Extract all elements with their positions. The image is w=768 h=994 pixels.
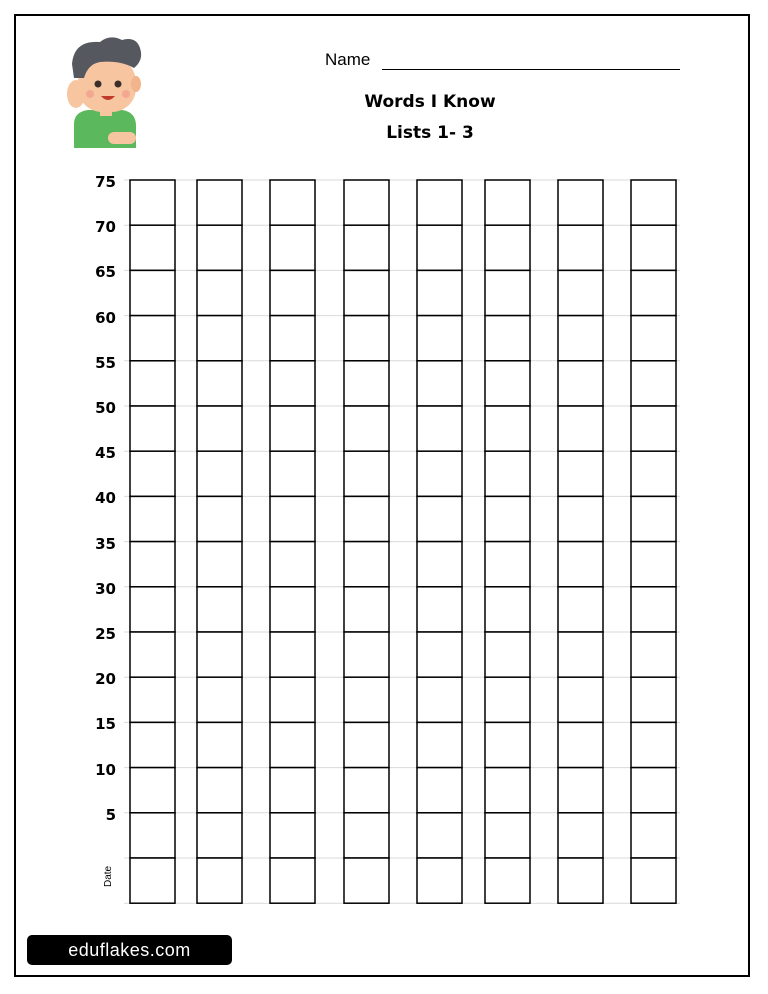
bar-cell[interactable] <box>130 406 175 451</box>
bar-column-7[interactable] <box>558 180 603 903</box>
bar-cell[interactable] <box>270 496 315 541</box>
date-cell[interactable] <box>558 858 603 903</box>
bar-cell[interactable] <box>558 632 603 677</box>
date-cell[interactable] <box>417 858 462 903</box>
bar-cell[interactable] <box>197 632 242 677</box>
bar-cell[interactable] <box>417 270 462 315</box>
bar-cell[interactable] <box>270 451 315 496</box>
bar-cell[interactable] <box>417 768 462 813</box>
bar-cell[interactable] <box>417 587 462 632</box>
bar-cell[interactable] <box>558 270 603 315</box>
bar-cell[interactable] <box>270 225 315 270</box>
bar-column-5[interactable] <box>417 180 462 903</box>
bar-cell[interactable] <box>130 632 175 677</box>
bar-cell[interactable] <box>485 542 530 587</box>
bar-cell[interactable] <box>485 632 530 677</box>
bar-cell[interactable] <box>631 406 676 451</box>
bar-cell[interactable] <box>344 496 389 541</box>
name-label: Name <box>325 50 371 69</box>
bar-cell[interactable] <box>197 451 242 496</box>
bar-cell[interactable] <box>130 361 175 406</box>
bar-cell[interactable] <box>558 361 603 406</box>
bar-cell[interactable] <box>417 632 462 677</box>
bar-cell[interactable] <box>631 496 676 541</box>
bar-cell[interactable] <box>270 180 315 225</box>
bar-cell[interactable] <box>344 587 389 632</box>
bar-cell[interactable] <box>631 722 676 767</box>
bar-cell[interactable] <box>344 406 389 451</box>
bar-cell[interactable] <box>197 406 242 451</box>
bar-cell[interactable] <box>270 768 315 813</box>
bar-cell[interactable] <box>270 587 315 632</box>
bar-cell[interactable] <box>417 225 462 270</box>
bar-cell[interactable] <box>270 316 315 361</box>
bar-cell[interactable] <box>130 587 175 632</box>
y-tick-label: 55 <box>95 353 116 372</box>
bar-cell[interactable] <box>485 180 530 225</box>
bar-cell[interactable] <box>631 632 676 677</box>
bar-cell[interactable] <box>270 677 315 722</box>
bar-cell[interactable] <box>558 722 603 767</box>
bar-cell[interactable] <box>197 813 242 858</box>
bar-cell[interactable] <box>417 451 462 496</box>
date-cell[interactable] <box>344 858 389 903</box>
date-cell[interactable] <box>197 858 242 903</box>
bar-cell[interactable] <box>485 813 530 858</box>
bar-cell[interactable] <box>344 813 389 858</box>
y-tick-label: 20 <box>95 670 116 689</box>
bar-cell[interactable] <box>197 677 242 722</box>
bar-cell[interactable] <box>417 542 462 587</box>
bar-cell[interactable] <box>270 406 315 451</box>
page-title: Words I Know <box>364 92 496 112</box>
bar-cell[interactable] <box>197 587 242 632</box>
bar-cell[interactable] <box>631 361 676 406</box>
bar-cell[interactable] <box>631 542 676 587</box>
bar-cell[interactable] <box>344 722 389 767</box>
bar-column-4[interactable] <box>344 180 389 903</box>
y-tick-label: 70 <box>95 218 116 237</box>
bar-cell[interactable] <box>631 813 676 858</box>
bar-cell[interactable] <box>485 225 530 270</box>
bar-cell[interactable] <box>558 180 603 225</box>
bar-cell[interactable] <box>485 406 530 451</box>
bar-cell[interactable] <box>270 722 315 767</box>
bar-cell[interactable] <box>197 316 242 361</box>
bar-cell[interactable] <box>344 316 389 361</box>
bar-cell[interactable] <box>344 361 389 406</box>
bar-cell[interactable] <box>197 361 242 406</box>
bar-column-1[interactable] <box>130 180 175 903</box>
bar-cell[interactable] <box>417 813 462 858</box>
bar-cell[interactable] <box>270 270 315 315</box>
bar-cell[interactable] <box>270 542 315 587</box>
bar-cell[interactable] <box>558 587 603 632</box>
bar-cell[interactable] <box>631 587 676 632</box>
bar-cell[interactable] <box>417 361 462 406</box>
bar-cell[interactable] <box>344 270 389 315</box>
bar-cell[interactable] <box>417 677 462 722</box>
bar-cell[interactable] <box>558 225 603 270</box>
bar-cell[interactable] <box>417 180 462 225</box>
bar-cell[interactable] <box>197 496 242 541</box>
bar-cell[interactable] <box>344 542 389 587</box>
bar-cell[interactable] <box>130 451 175 496</box>
bar-cell[interactable] <box>485 451 530 496</box>
bar-cell[interactable] <box>485 768 530 813</box>
bar-cell[interactable] <box>197 768 242 813</box>
y-tick-label: 30 <box>95 579 116 598</box>
bar-column-8[interactable] <box>631 180 676 903</box>
bar-cell[interactable] <box>417 316 462 361</box>
date-cell[interactable] <box>631 858 676 903</box>
bar-cell[interactable] <box>631 180 676 225</box>
date-row-label: Date <box>103 865 114 887</box>
bar-cell[interactable] <box>558 677 603 722</box>
site-badge: eduflakes.com <box>27 935 232 965</box>
bar-column-2[interactable] <box>197 180 242 903</box>
bar-cell[interactable] <box>130 677 175 722</box>
bar-cell[interactable] <box>558 406 603 451</box>
bar-cell[interactable] <box>130 180 175 225</box>
bar-cell[interactable] <box>130 270 175 315</box>
bar-cell[interactable] <box>631 225 676 270</box>
bar-cell[interactable] <box>558 768 603 813</box>
bar-cell[interactable] <box>558 542 603 587</box>
bar-cell[interactable] <box>197 722 242 767</box>
bar-cell[interactable] <box>344 180 389 225</box>
y-tick-label: 15 <box>95 715 116 734</box>
bar-cell[interactable] <box>130 813 175 858</box>
y-tick-label: 40 <box>95 489 116 508</box>
bar-cell[interactable] <box>344 225 389 270</box>
bar-cell[interactable] <box>558 496 603 541</box>
y-tick-label: 50 <box>95 399 116 417</box>
bar-cell[interactable] <box>485 677 530 722</box>
y-tick-label: 35 <box>95 534 116 553</box>
y-tick-label: 25 <box>95 625 116 643</box>
bar-cell[interactable] <box>558 451 603 496</box>
bar-cell[interactable] <box>270 361 315 406</box>
bar-cell[interactable] <box>417 406 462 451</box>
bar-cell[interactable] <box>270 632 315 677</box>
bar-cell[interactable] <box>130 225 175 270</box>
bar-column-3[interactable] <box>270 180 315 903</box>
bar-cell[interactable] <box>631 451 676 496</box>
bar-column-6[interactable] <box>485 180 530 903</box>
bar-cell[interactable] <box>197 542 242 587</box>
bar-cell[interactable] <box>485 587 530 632</box>
bar-cell[interactable] <box>558 813 603 858</box>
date-cell[interactable] <box>270 858 315 903</box>
bar-cell[interactable] <box>130 542 175 587</box>
bar-cell[interactable] <box>631 768 676 813</box>
bar-cell[interactable] <box>344 677 389 722</box>
y-tick-label: 65 <box>95 263 116 282</box>
page-subtitle: Lists 1- 3 <box>386 123 474 143</box>
bar-cell[interactable] <box>130 316 175 361</box>
bar-cell[interactable] <box>631 270 676 315</box>
y-tick-label: 5 <box>105 805 116 824</box>
y-tick-label: 75 <box>95 173 116 191</box>
y-tick-label: 10 <box>95 760 116 779</box>
bar-cell[interactable] <box>130 496 175 541</box>
y-tick-label: 45 <box>95 444 116 463</box>
date-cell[interactable] <box>130 858 175 903</box>
bar-cell[interactable] <box>485 361 530 406</box>
bar-cell[interactable] <box>485 722 530 767</box>
y-tick-label: 60 <box>95 308 116 327</box>
bar-cell[interactable] <box>344 632 389 677</box>
bar-cell[interactable] <box>417 496 462 541</box>
bar-cell[interactable] <box>197 225 242 270</box>
bar-cell[interactable] <box>270 813 315 858</box>
bar-cell[interactable] <box>344 451 389 496</box>
bar-cell[interactable] <box>485 496 530 541</box>
bar-cell[interactable] <box>485 270 530 315</box>
bar-cell[interactable] <box>197 270 242 315</box>
bar-cell[interactable] <box>631 316 676 361</box>
bar-cell[interactable] <box>631 677 676 722</box>
bar-cell[interactable] <box>197 180 242 225</box>
bar-cell[interactable] <box>558 316 603 361</box>
bar-cell[interactable] <box>130 722 175 767</box>
date-cell[interactable] <box>485 858 530 903</box>
bar-cell[interactable] <box>417 722 462 767</box>
bar-cell[interactable] <box>344 768 389 813</box>
bar-cell[interactable] <box>485 316 530 361</box>
bar-cell[interactable] <box>130 768 175 813</box>
